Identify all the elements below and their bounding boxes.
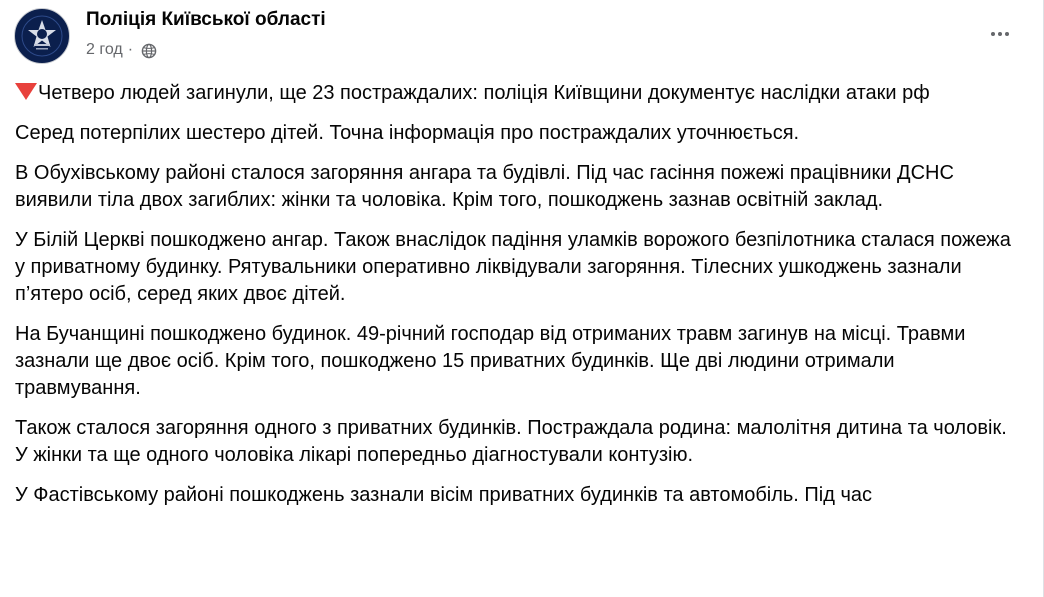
post-paragraph: В Обухівському районі сталося загоряння ангара та будівлі. Під час гасіння пожежі працівники ДСНС виявили тіла двох загиблих: жінки та чоловіка. Крім того, пошкоджень зазнав освітній заклад. <box>15 162 954 211</box>
post-paragraph: Також сталося загоряння одного з приватних будинків. Постраждала родина: малолітня дитина та чоловік. У жінки та ще одного чоловіка лікарі попередньо діагностували контузію. <box>15 417 1007 466</box>
post-paragraph: Серед потерпілих шестеро дітей. Точна інформація про постраждалих уточнюється. <box>15 122 800 144</box>
post-paragraph: На Бучанщині пошкоджено будинок. 49-річний господар від отриманих травм загинув на місці. Травми зазнали ще двоє осіб. Крім того, пошкоджено 15 приватних будинків. Ще дві людини отримали травмування. <box>15 323 966 399</box>
post-timestamp[interactable]: 2 год <box>86 41 123 58</box>
page-avatar[interactable] <box>14 8 70 64</box>
more-options-icon <box>991 32 995 36</box>
post-headline <box>15 80 1015 107</box>
headline-text: Четверо людей загинули, ще 23 постраждалих: поліція Київщини документує наслідки атаки рф <box>38 82 930 104</box>
post-meta <box>86 41 157 59</box>
globe-icon[interactable] <box>141 43 157 59</box>
page-name-link[interactable]: Поліція Київської області <box>86 9 326 30</box>
meta-separator: · <box>127 41 134 58</box>
post-paragraph: У Фастівському районі пошкоджень зазнали вісім приватних будинків та автомобіль. Під час <box>15 484 873 506</box>
police-emblem-icon <box>20 14 64 58</box>
post-paragraph: У Білій Церкві пошкоджено ангар. Також внаслідок падіння уламків ворожого безпілотника сталася пожежа у приватному будинку. Рятувальники оперативно ліквідували загоряння. Тілесних ушкоджень зазнали п’ятеро осіб, серед яких двоє дітей. <box>15 229 1011 305</box>
post-text <box>15 80 1015 522</box>
red-triangle-down-icon <box>15 83 37 100</box>
more-options-button[interactable] <box>980 17 1020 51</box>
